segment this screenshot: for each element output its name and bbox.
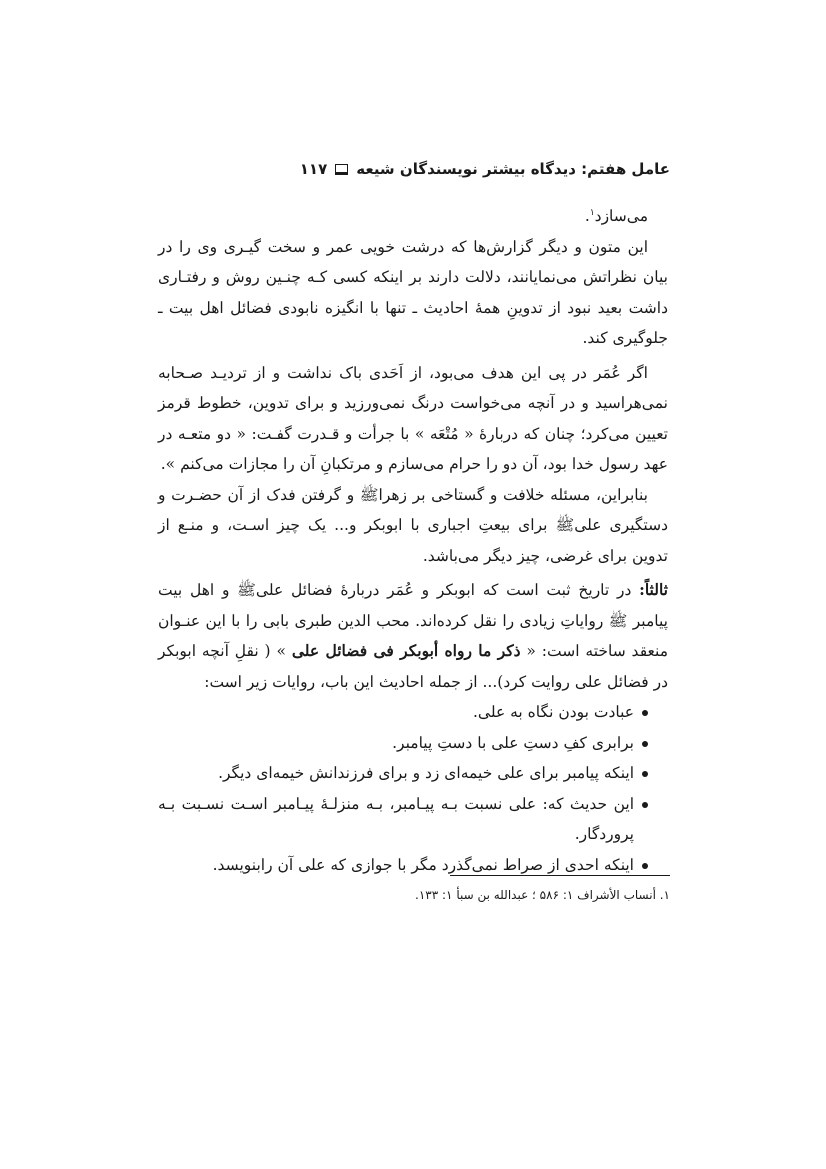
footnote: ۱. أنساب الأشراف ۱: ۵۸۶ ؛ عبدالله بن سبأ ۱: ۱۳۳. xyxy=(415,888,670,902)
footnote-ref: ۱ xyxy=(589,208,595,218)
list-item: برابری کفِ دستِ علی با دستِ پیامبر. xyxy=(158,728,648,759)
paragraph-lead: ثالثاً: xyxy=(639,580,668,600)
list-item: اینکه پیامبر برای علی خیمه‌ای زد و برای فرزندانش خیمه‌ای دیگر. xyxy=(158,758,648,789)
continuation-text: می‌سازد xyxy=(594,207,648,226)
quoted-chapter-title: ذکر ما رواه أبوبکر فی فضائل علی xyxy=(291,641,521,661)
narrations-list xyxy=(158,697,668,880)
list-item: عبادت بودن نگاه به علی. xyxy=(158,697,648,728)
page-number: ۱۱۷ xyxy=(299,160,328,178)
square-ornament-icon xyxy=(335,164,348,175)
list-item: این حدیث که: علی نسبت بـه پیـامبر، بـه منزلـهٔ پیـامبر اسـت نسـبت بـه پروردگار. xyxy=(158,789,648,850)
page-title: عامل هفتم: دیدگاه بیشتر نویسندگان شیعه xyxy=(356,160,670,178)
continuation-line: می‌سازد$^۱$. xyxy=(584,207,648,226)
paragraph-3: بنابراین، مسئله خلافت و گستاخی بر زهراﷺ و گرفتن فدک از آن حضـرت و دستگیری علیﷺ برای بیعتِ اجباری با ابوبکر و... یک چیز اسـت، و منـع از تدوین برای غرضی، چیز دیگر می‌باشد. xyxy=(158,485,668,565)
body-text xyxy=(158,198,668,880)
paragraph-4-text-a: در تاریخ ثبت است که ابوبکر و عُمَر دربارهٔ فضائل علیﷺ و اهل بیت پیامبر ﷺ روایاتِ زیادی را نقل کرده‌اند. محب الدین طبری بابی را با این عنـوان منعقد ساخته است: « xyxy=(158,581,668,661)
running-header xyxy=(160,160,670,178)
paragraph-1: این متون و دیگر گزارش‌ها که درشت خویی عمر و سخت گیـری وی را در بیان نظراتش می‌نمایانند، دلالت دارند بر اینکه کسی کـه چنـین روش و رفتـاری داشت بعید نبود از تدوینِ همهٔ احادیث ـ تنها با انگیزه نابودی فضائل اهل بیت ـ جلوگیری کند. xyxy=(158,237,668,348)
list-item: اینکه احدی از صراط نمی‌گذرد مگر با جوازی که علی آن رابنویسد. xyxy=(158,850,648,881)
paragraph-4-text-b: » ( نقلِ آنچه ابوبکر در فضائل علی روایت کرد)... از جمله احادیث این باب، روایات زیر است: xyxy=(158,642,668,691)
paragraph-2: اگر عُمَر در پی این هدف می‌بود، از اَحَدی باک نداشت و از تردیـد صـحابه نمی‌هراسید و در آنچه می‌خواست درنگ نمی‌ورزید و برای تدوین، خطوط قرمز تعیین می‌کرد؛ چنان که دربارهٔ « مُتْعَه » با جرأت و قـدرت گفـت: « دو متعـه در عهد رسول خدا بود، آن دو را حرام می‌سازم و مرتکبانِ آن را مجازات می‌کنم ». xyxy=(158,363,668,474)
footnote-divider xyxy=(450,875,670,876)
paragraph-4 xyxy=(158,575,668,697)
